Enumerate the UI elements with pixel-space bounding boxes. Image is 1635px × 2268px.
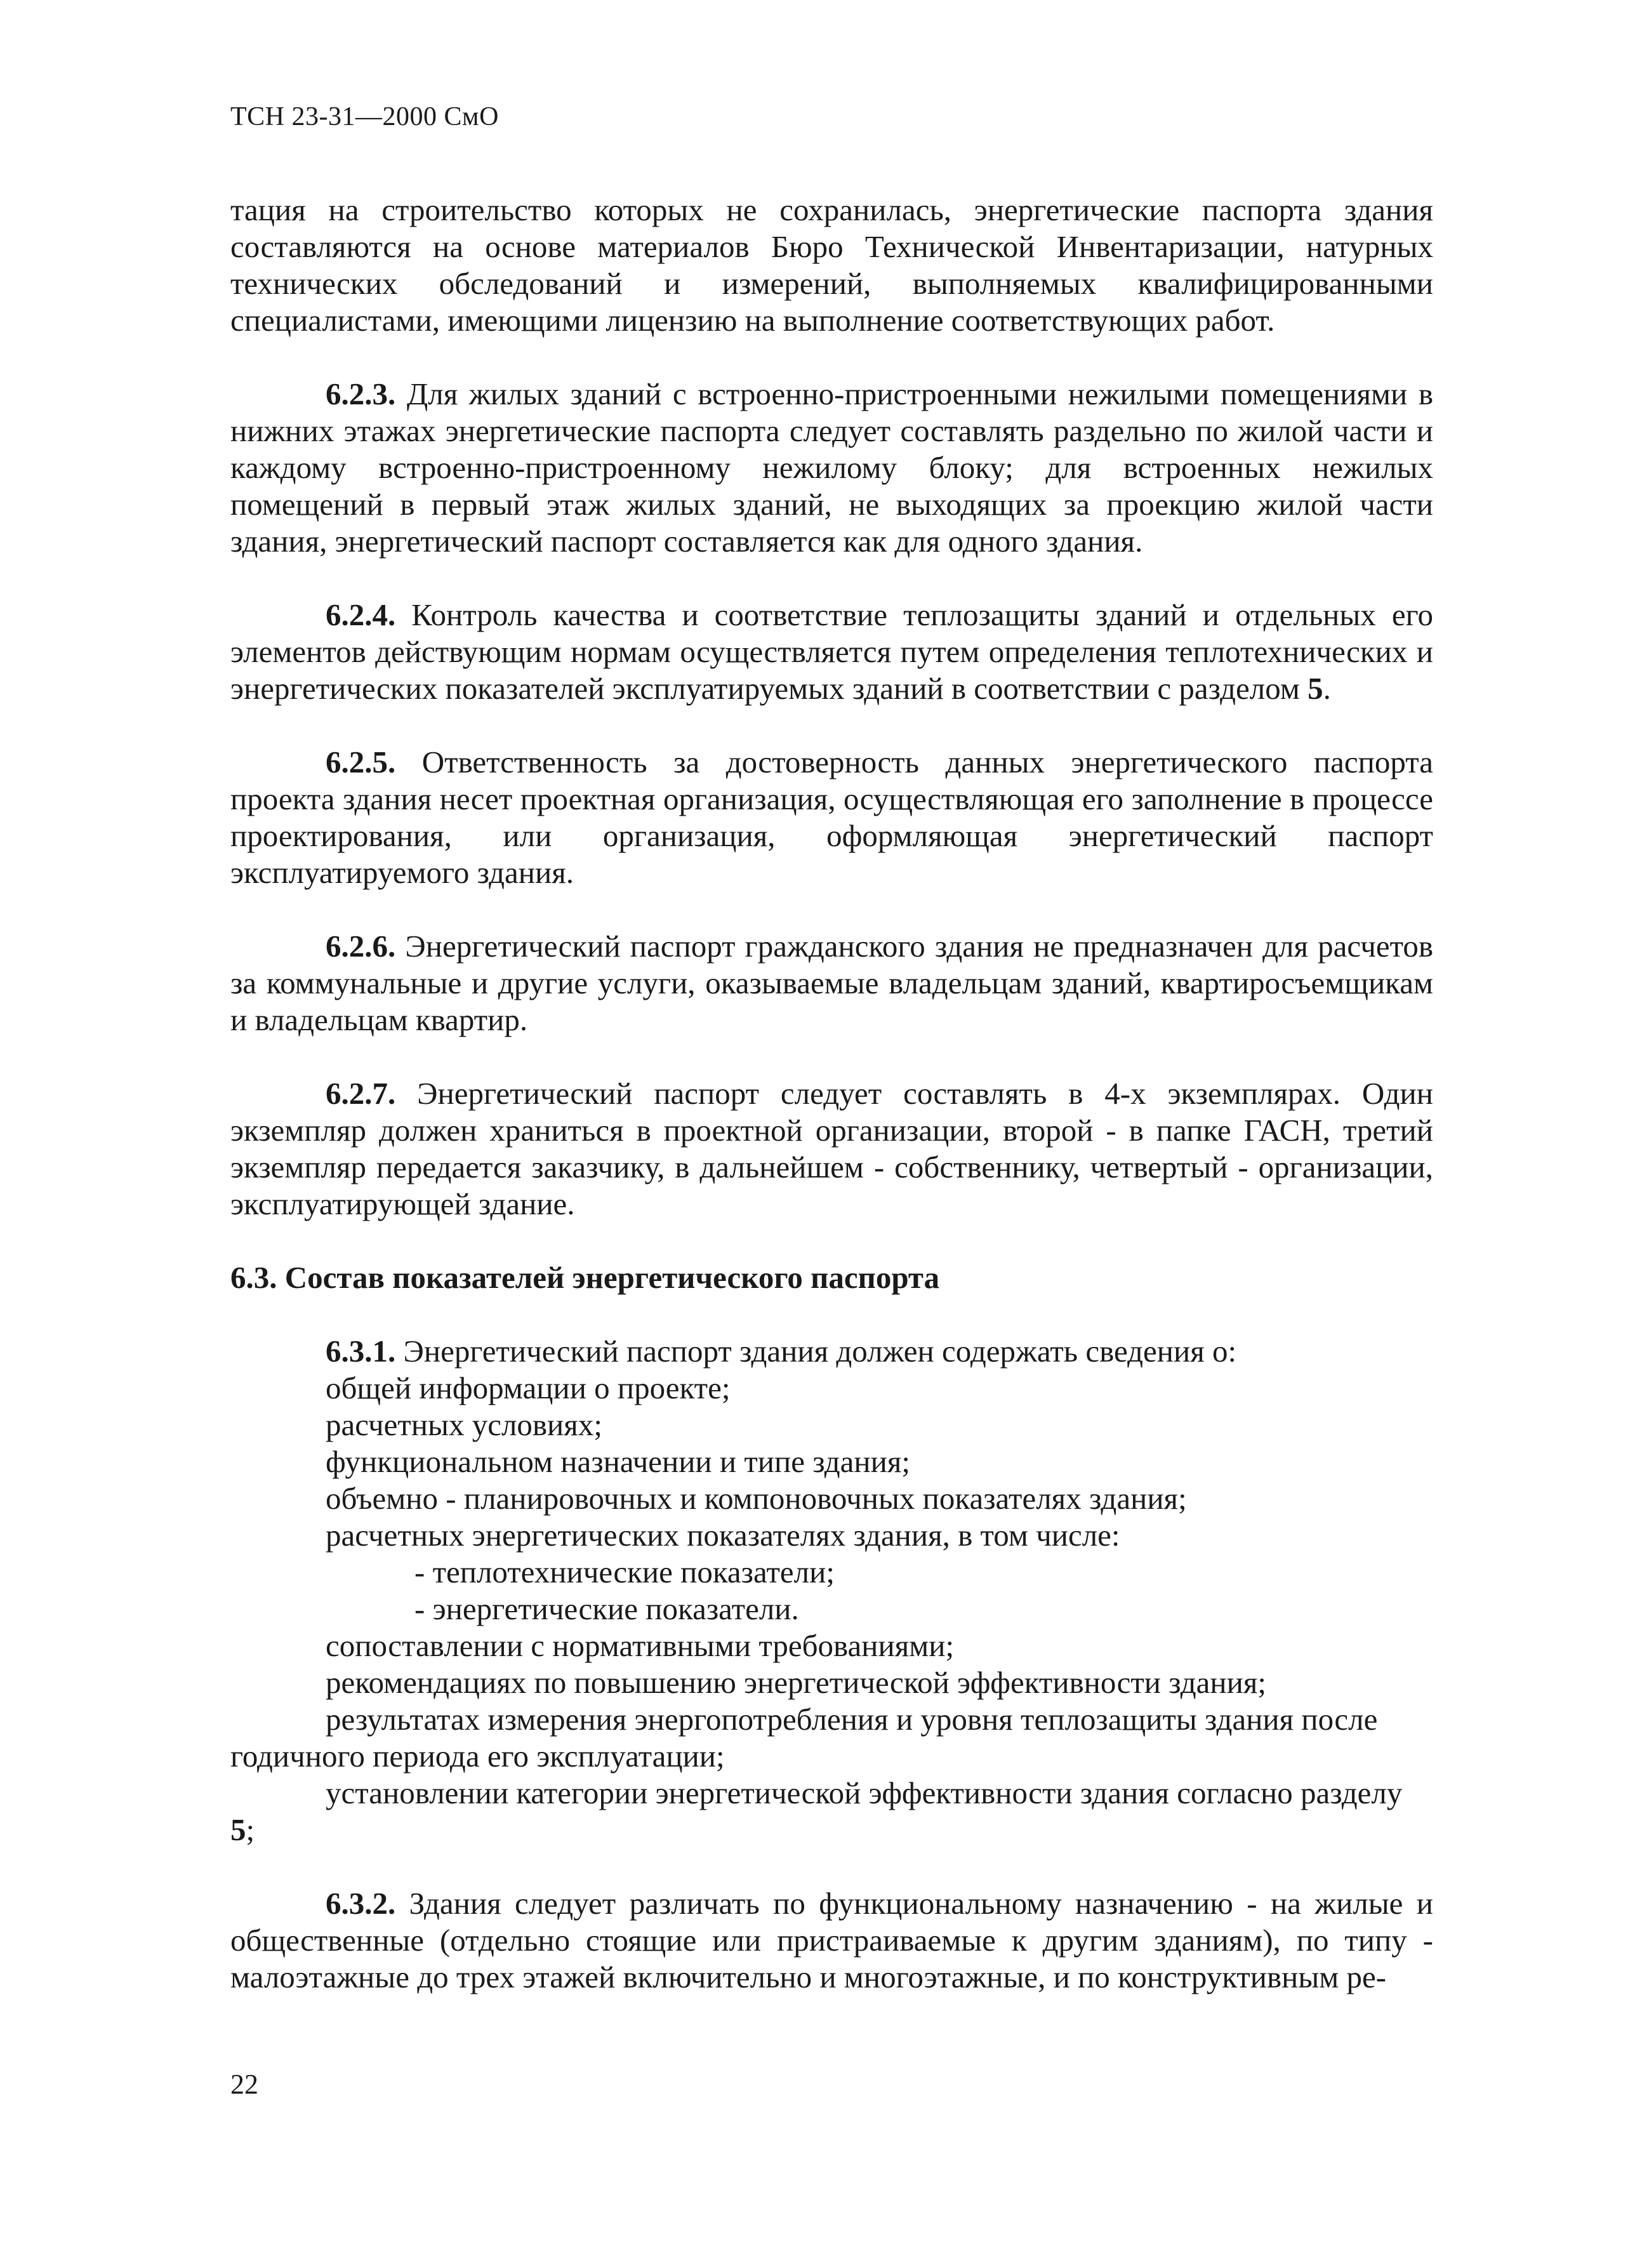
- list-item: рекомендациях по повышению энергетической эффективности здания;: [326, 1665, 1267, 1700]
- clause-6-3-2: [230, 1885, 1433, 1996]
- list-item: расчетных энергетических показателях здания, в том числе:: [326, 1518, 1120, 1553]
- list-item: объемно - планировочных и компоновочных показателях здания;: [326, 1481, 1187, 1516]
- clause-text: Здания следует различать по функциональному назначению - на жилые и общественные (отдельно стоящие или пристраиваемые к другим зданиям), по типу - малоэтажные до трех этажей включительно и многоэтажные, и по конструктивным ре-: [230, 1886, 1433, 1994]
- sub-list-item: - энергетические показатели.: [414, 1591, 799, 1626]
- clause-text: Энергетический паспорт здания должен содержать сведения о:: [395, 1334, 1237, 1369]
- list-item-end: ;: [246, 1812, 255, 1847]
- clause-6-2-5: [230, 744, 1433, 891]
- clause-6-2-3: [230, 376, 1433, 560]
- clause-6-2-7: [230, 1075, 1433, 1223]
- list-item: сопоставлении с нормативными требованиями;: [326, 1628, 955, 1663]
- list-item: результатах измерения энергопотребления и уровня теплозащиты здания после годичного периода его эксплуатации;: [230, 1702, 1378, 1774]
- clause-number: 6.2.5.: [326, 745, 396, 779]
- section-reference: 5: [230, 1812, 246, 1847]
- clause-text: Для жилых зданий с встроенно-пристроенными нежилыми помещениями в нижних этажах энергетические паспорта следует составлять раздельно по жилой части и каждому встроенно-пристроенному нежилому блоку; для встроенных нежилых помещений в первый этаж жилых зданий, не выходящих за проекцию жилой части здания, энергетический паспорт составляется как для одного здания.: [230, 376, 1433, 559]
- list-item: расчетных условиях;: [326, 1407, 602, 1442]
- clause-number: 6.2.4.: [326, 597, 396, 632]
- clause-text: Ответственность за достоверность данных энергетического паспорта проекта здания несет проектная организация, осуществляющая его заполнение в процессе проектирования, или организация, оформляющая энергетический паспорт эксплуатируемого здания.: [230, 745, 1433, 890]
- document-code-header: ТСН 23-31—2000 СмО: [230, 102, 499, 131]
- section-heading-6-3: 6.3. Состав показателей энергетического паспорта: [230, 1260, 940, 1295]
- list-item: [230, 1775, 1433, 1848]
- clause-6-2-6: [230, 928, 1433, 1038]
- clause-text: Контроль качества и соответствие теплозащиты зданий и отдельных его элементов действующим нормам осуществляется путем определения теплотехнических и энергетических показателей эксплуатируемых зданий в соответствии с разделом: [230, 597, 1433, 706]
- page-body: [230, 192, 1433, 1996]
- page-number: 22: [230, 2069, 258, 2100]
- clause-number: 6.2.7.: [326, 1076, 396, 1111]
- section-reference: 5: [1307, 671, 1323, 706]
- clause-number: 6.2.3.: [326, 376, 396, 411]
- clause-text-end: .: [1323, 671, 1331, 706]
- clause-number: 6.3.2.: [326, 1886, 396, 1921]
- paragraph-intro-continuation: тация на строительство которых не сохранилась, энергетические паспорта здания составляются на основе материалов Бюро Технической Инвентаризации, натурных технических обследований и измерений, выполняемых квалифицированными специалистами, имеющими лицензию на выполнение соответствующих работ.: [230, 192, 1433, 338]
- clause-text: Энергетический паспорт следует составлять в 4-х экземплярах. Один экземпляр должен храниться в проектной организации, второй - в папке ГАСН, третий экземпляр передается заказчику, в дальнейшем - собственнику, четвертый - организации, эксплуатирующей здание.: [230, 1076, 1433, 1221]
- sub-list-item: - теплотехнические показатели;: [414, 1555, 835, 1589]
- clause-6-3-1: [230, 1333, 1433, 1370]
- clause-text: Энергетический паспорт гражданского здания не предназначен для расчетов за коммунальные и другие услуги, оказываемые владельцам зданий, квартиросъемщикам и владельцам квартир.: [230, 929, 1433, 1037]
- clause-number: 6.2.6.: [326, 929, 396, 964]
- list-item: общей информации о проекте;: [326, 1370, 731, 1405]
- list-item: функциональном назначении и типе здания;: [326, 1444, 910, 1479]
- clause-6-2-4: [230, 597, 1433, 707]
- list-item-text: установлении категории энергетической эффективности здания согласно разделу: [326, 1775, 1403, 1810]
- clause-number: 6.3.1.: [326, 1334, 396, 1369]
